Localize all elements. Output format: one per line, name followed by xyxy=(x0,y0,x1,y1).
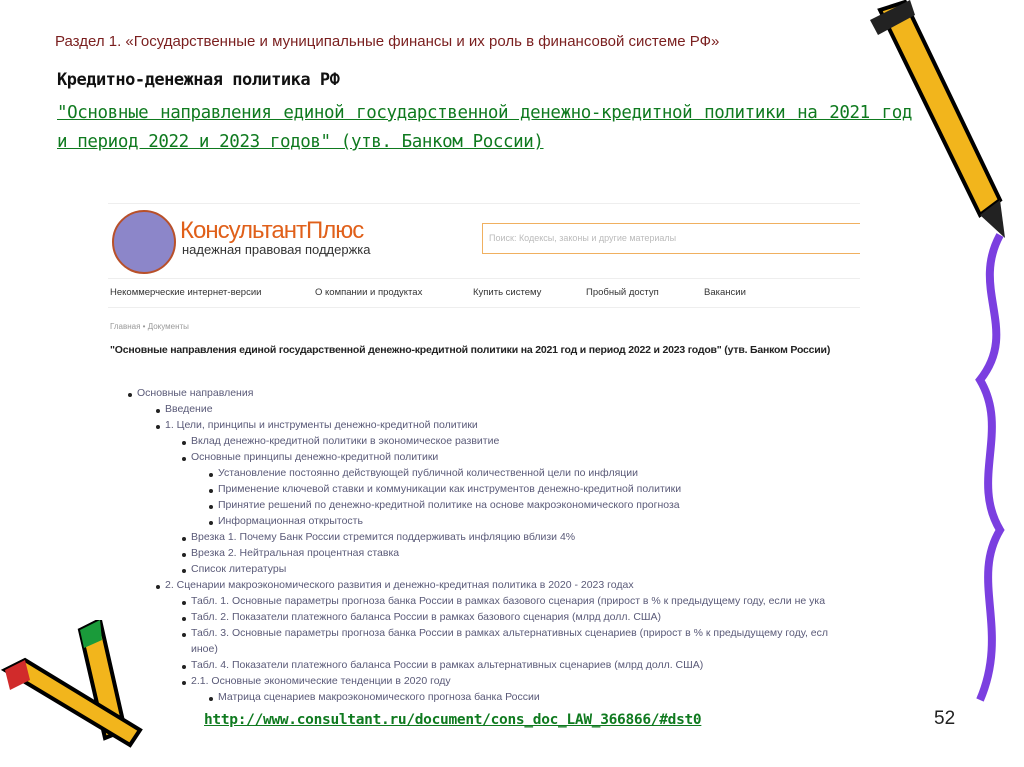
toc-item[interactable]: Список литературы xyxy=(191,563,286,579)
nav-item[interactable]: Вакансии xyxy=(704,287,746,298)
toc-item[interactable]: Введение xyxy=(165,403,213,419)
toc-item[interactable]: 1. Цели, принципы и инструменты денежно-кредитной политики xyxy=(165,419,478,435)
nav-item[interactable]: О компании и продуктах xyxy=(315,287,423,298)
brand-name: КонсультантПлюс xyxy=(180,217,364,244)
document-title: "Основные направления единой государственной денежно-кредитной политики на 2021 год и период 2022 и 2023 годов" (утв. Банком России) xyxy=(110,344,831,356)
page-number: 52 xyxy=(934,708,956,729)
toc-item[interactable]: Табл. 3. Основные параметры прогноза банка России в рамках альтернативных сценариев (прирост в % к предыдущему году, есл xyxy=(191,627,828,643)
toc-item[interactable]: иное) xyxy=(191,643,218,655)
toc-item[interactable]: Врезка 1. Почему Банк России стремится поддерживать инфляцию вблизи 4% xyxy=(191,531,575,547)
toc-item[interactable]: Врезка 2. Нейтральная процентная ставка xyxy=(191,547,399,563)
toc-item[interactable]: Информационная открытость xyxy=(218,515,363,531)
nav-item[interactable]: Некоммерческие интернет-версии xyxy=(110,287,262,298)
toc-item[interactable]: Матрица сценариев макроэкономического прогноза банка России xyxy=(218,691,540,705)
slide-subtitle: Кредитно-денежная политика РФ xyxy=(57,70,340,90)
document-link[interactable]: "Основные направления единой государственной денежно-кредитной политики на 2021 год и период 2022 и 2023 годов" (утв. Банком России) xyxy=(57,103,912,152)
toc-item[interactable]: Табл. 1. Основные параметры прогноза банка России в рамках базового сценария (прирост в % к предыдущему году, если не ука xyxy=(191,595,825,611)
toc-item[interactable]: Основные принципы денежно-кредитной политики xyxy=(191,451,438,467)
divider xyxy=(108,203,860,204)
breadcrumb[interactable]: Главная • Документы xyxy=(110,322,189,331)
pencils-icon xyxy=(0,620,150,750)
source-url-link[interactable]: http://www.consultant.ru/document/cons_doc_LAW_366866/#dst0 xyxy=(204,712,702,728)
search-input[interactable]: Поиск: Кодексы, законы и другие материалы xyxy=(482,223,860,254)
nav-item[interactable]: Пробный доступ xyxy=(586,287,659,298)
brand-tagline: надежная правовая поддержка xyxy=(182,242,371,257)
pencil-icon xyxy=(860,0,1010,240)
website-screenshot xyxy=(108,200,860,705)
section-title: Раздел 1. «Государственные и муниципальные финансы и их роль в финансовой системе РФ» xyxy=(55,33,720,50)
consultant-logo-icon xyxy=(112,210,176,274)
toc-item[interactable]: Установление постоянно действующей публичной количественной цели по инфляции xyxy=(218,467,638,483)
toc-item[interactable]: Вклад денежно-кредитной политики в экономическое развитие xyxy=(191,435,499,451)
toc-item[interactable]: 2.1. Основные экономические тенденции в 2020 году xyxy=(191,675,451,691)
toc-item[interactable]: Применение ключевой ставки и коммуникации как инструментов денежно-кредитной политики xyxy=(218,483,681,499)
nav-item[interactable]: Купить систему xyxy=(473,287,542,298)
site-nav xyxy=(108,278,860,308)
toc-item[interactable]: 2. Сценарии макроэкономического развития и денежно-кредитная политика в 2020 - 2023 годах xyxy=(165,579,634,595)
toc-item[interactable]: Табл. 2. Показатели платежного баланса России в рамках базового сценария (млрд долл. США) xyxy=(191,611,661,627)
toc-item[interactable]: Основные направления xyxy=(137,387,253,403)
squiggle-decoration-icon xyxy=(960,230,1024,710)
toc-item[interactable]: Принятие решений по денежно-кредитной политике на основе макроэкономического прогноза xyxy=(218,499,680,515)
toc-item[interactable]: Табл. 4. Показатели платежного баланса России в рамках альтернативных сценариев (млрд долл. США) xyxy=(191,659,703,675)
